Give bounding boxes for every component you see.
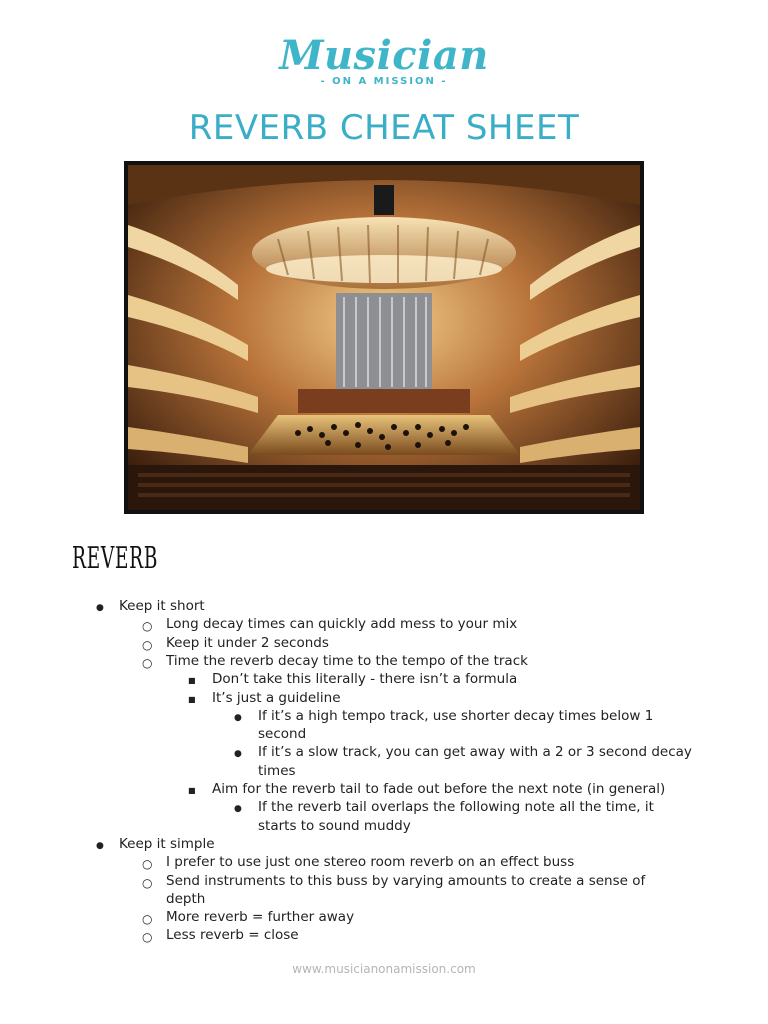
list-item-text: Less reverb = close xyxy=(166,927,299,944)
bullet-marker: ○ xyxy=(142,875,153,890)
bullet-marker: ○ xyxy=(142,857,153,872)
bullet-marker: ● xyxy=(234,804,242,815)
list-item-text: times xyxy=(258,762,296,779)
concert-hall-photo xyxy=(124,161,644,514)
list-item-text: More reverb = further away xyxy=(166,909,355,926)
bullet-marker: ○ xyxy=(142,912,153,927)
list-item-text: Keep it simple xyxy=(119,835,215,852)
bullet-marker: ● xyxy=(234,712,242,723)
bullet-marker: ● xyxy=(96,603,104,613)
list-item-text: Aim for the reverb tail to fade out before the next note (in general) xyxy=(212,781,666,797)
section-heading: REVERB xyxy=(72,541,158,576)
list-item-text: If it’s a high tempo track, use shorter decay times below 1 xyxy=(258,707,654,724)
list-item-text: If the reverb tail overlaps the following note all the time, it xyxy=(258,799,654,816)
bullet-marker: ○ xyxy=(142,637,153,652)
bullet-marker: ■ xyxy=(188,786,196,795)
list-item-text: second xyxy=(258,726,307,743)
list-item-text: Don’t take this literally - there isn’t a formula xyxy=(212,671,518,688)
list-item-text: Keep it under 2 seconds xyxy=(166,634,329,651)
list-item-text: Send instruments to this buss by varying amounts to create a sense of xyxy=(166,872,646,889)
list-item-text: It’s just a guideline xyxy=(212,689,341,706)
bullet-marker: ○ xyxy=(142,930,153,945)
logo-wordmark: Musician xyxy=(279,32,489,79)
page-title: REVERB CHEAT SHEET xyxy=(188,108,580,148)
brand-logo xyxy=(0,34,768,87)
list-item-text: Time the reverb decay time to the tempo of the track xyxy=(166,652,528,669)
bullet-marker: ■ xyxy=(188,676,196,686)
list-item-text: Keep it short xyxy=(119,598,205,614)
bullet-marker: ● xyxy=(96,840,104,851)
bullet-marker: ● xyxy=(234,749,242,760)
footer-url: www.musicianonamission.com xyxy=(292,962,476,976)
list-item-text: If it’s a slow track, you can get away with a 2 or 3 second decay xyxy=(258,744,692,761)
bullet-marker: ○ xyxy=(142,619,153,634)
list-item-text: Long decay times can quickly add mess to your mix xyxy=(166,616,518,633)
logo-tagline: - ON A MISSION - xyxy=(320,76,448,87)
bullet-marker: ■ xyxy=(188,694,196,704)
concert-hall-illustration xyxy=(128,165,640,510)
list-item-text: starts to sound muddy xyxy=(258,817,411,834)
list-item-text: I prefer to use just one stereo room reverb on an effect buss xyxy=(166,854,575,871)
list-item-text: depth xyxy=(166,890,206,907)
bullet-marker: ○ xyxy=(142,655,153,670)
